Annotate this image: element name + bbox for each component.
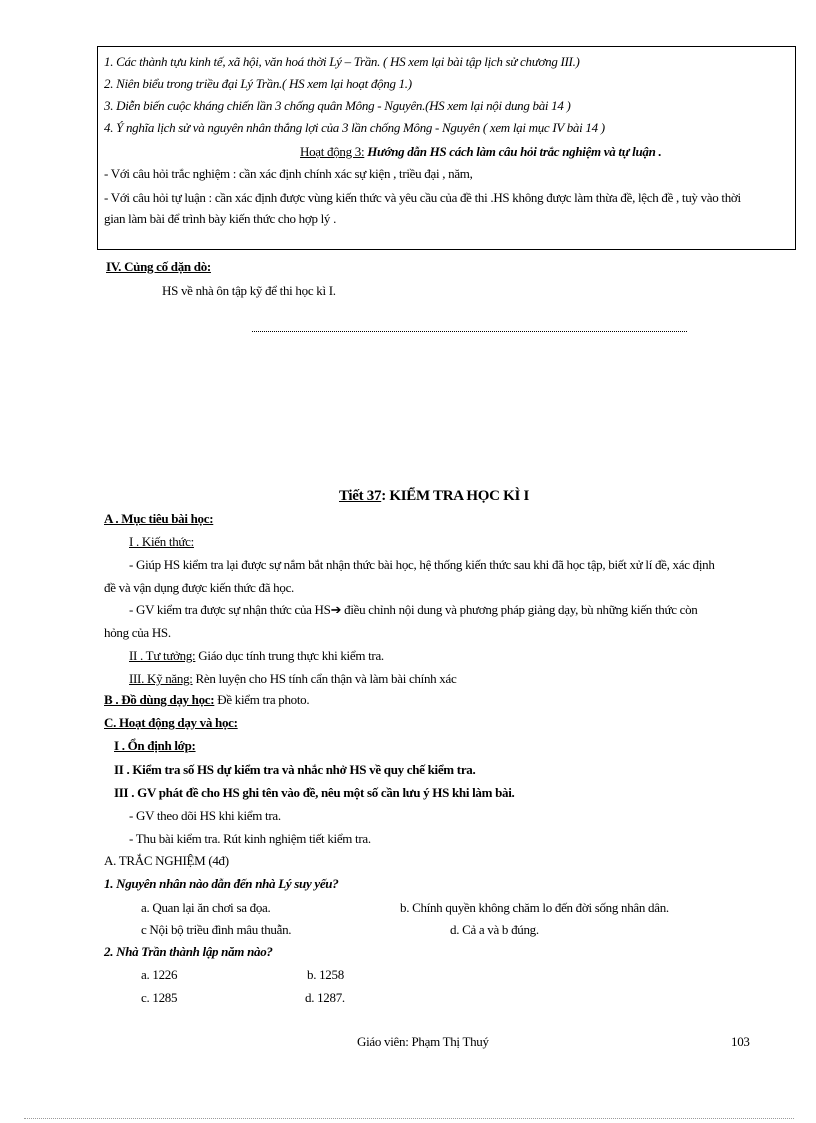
- activity-3-title: Hướng dẫn HS cách làm câu hỏi trắc nghiệm và tự luận .: [364, 144, 662, 159]
- question-1-option-a: a. Quan lại ăn chơi sa đọa.: [141, 900, 271, 915]
- consolidation-heading: IV. Củng cố dặn dò:: [106, 259, 211, 274]
- materials-text: Đề kiểm tra photo.: [214, 692, 310, 707]
- footer-teacher: Giáo viên: Phạm Thị Thuý: [357, 1034, 489, 1049]
- question-1-option-d: d. Cả a và b đúng.: [450, 922, 539, 937]
- review-item-1: 1. Các thành tựu kinh tế, xã hội, văn hoá thời Lý – Trần. ( HS xem lại bài tập lịch sử chương III.): [104, 54, 580, 69]
- objectives-heading: A . Mục tiêu bài học:: [104, 511, 214, 526]
- activity-iii: III . GV phát đề cho HS ghi tên vào đề, nêu một số cần lưu ý HS khi làm bài.: [114, 785, 515, 800]
- ideology-row: [129, 648, 384, 664]
- essay-note-line-1: - Với câu hỏi tự luận : cần xác định được vùng kiến thức và yêu cầu của đề thi .HS không được làm thừa đề, lệch đề , tuỳ vào thời: [104, 190, 741, 205]
- knowledge-point-2-line-1: - GV kiểm tra được sự nhận thức của HS➔ điều chỉnh nội dung và phương pháp giảng dạy, bù những kiến thức còn: [129, 602, 698, 617]
- essay-note-line-2: gian làm bài để trình bày kiến thức cho hợp lý .: [104, 211, 337, 226]
- lesson-number: Tiết 37: [339, 488, 382, 504]
- knowledge-point-1-line-1: - Giúp HS kiểm tra lại được sự nắm bắt nhận thức bài học, hệ thống kiến thức sau khi đã học tập, biết xử lí đề, xác định: [129, 557, 715, 572]
- bottom-dotted-border: [24, 1118, 794, 1119]
- knowledge-point-1-line-2: đề và vận dụng được kiến thức đã học.: [104, 580, 295, 595]
- lesson-title-text: : KIỂM TRA HỌC KÌ I: [381, 488, 530, 504]
- question-1-option-c: c Nội bộ triều đình mâu thuẫn.: [141, 922, 292, 937]
- review-item-4: 4. Ý nghĩa lịch sử và nguyên nhân thắng lợi của 3 lần chống Mông - Nguyên ( xem lại mục IV bài 14 ): [104, 120, 605, 135]
- consolidation-text: HS về nhà ôn tập kỹ để thi học kì I.: [162, 283, 336, 298]
- skill-label: III. Kỹ năng:: [129, 671, 193, 686]
- gv-follow-note: - GV theo dõi HS khi kiểm tra.: [129, 808, 281, 823]
- activity-3-heading: [300, 144, 661, 160]
- question-2-option-b: b. 1258: [307, 967, 344, 982]
- review-item-2: 2. Niên biểu trong triều đại Lý Trần.( HS xem lại hoạt động 1.): [104, 76, 412, 91]
- question-2-option-c: c. 1285: [141, 990, 178, 1005]
- question-2: 2. Nhà Trần thành lập năm nào?: [104, 944, 273, 959]
- question-2-option-d: d. 1287.: [305, 990, 345, 1005]
- collect-note: - Thu bài kiểm tra. Rút kinh nghiệm tiết kiểm tra.: [129, 831, 371, 846]
- dotted-separator: [252, 331, 687, 332]
- ideology-label: II . Tư tưởng:: [129, 648, 196, 663]
- activity-ii: II . Kiểm tra số HS dự kiểm tra và nhắc nhở HS về quy chế kiểm tra.: [114, 762, 476, 777]
- lesson-title: [339, 487, 529, 505]
- skill-row: [129, 671, 456, 687]
- activity-3-label: Hoạt động 3:: [300, 144, 365, 159]
- materials-row: [104, 692, 309, 708]
- knowledge-label: I . Kiến thức:: [129, 534, 194, 549]
- ideology-text: Giáo dục tính trung thực khi kiểm tra.: [195, 648, 384, 663]
- review-item-3: 3. Diễn biến cuộc kháng chiến lần 3 chống quân Mông - Nguyên.(HS xem lại nội dung bài 14 ): [104, 98, 571, 113]
- question-1: 1. Nguyên nhân nào dẫn đến nhà Lý suy yếu?: [104, 876, 339, 891]
- question-2-option-a: a. 1226: [141, 967, 178, 982]
- mcq-note: - Với câu hỏi trắc nghiệm : cần xác định chính xác sự kiện , triều đại , năm,: [104, 166, 473, 181]
- question-1-option-b: b. Chính quyền không chăm lo đến đời sống nhân dân.: [400, 900, 669, 915]
- activities-heading: C. Hoạt động dạy và học:: [104, 715, 238, 730]
- skill-text: Rèn luyện cho HS tính cẩn thận và làm bài chính xác: [192, 671, 457, 686]
- materials-label: B . Đồ dùng dạy học:: [104, 692, 215, 707]
- knowledge-point-2-line-2: hỏng của HS.: [104, 625, 171, 640]
- activity-i: I . Ổn định lớp:: [114, 738, 196, 753]
- test-section-heading: A. TRẮC NGHIỆM (4đ): [104, 853, 229, 868]
- page-number: 103: [731, 1034, 750, 1049]
